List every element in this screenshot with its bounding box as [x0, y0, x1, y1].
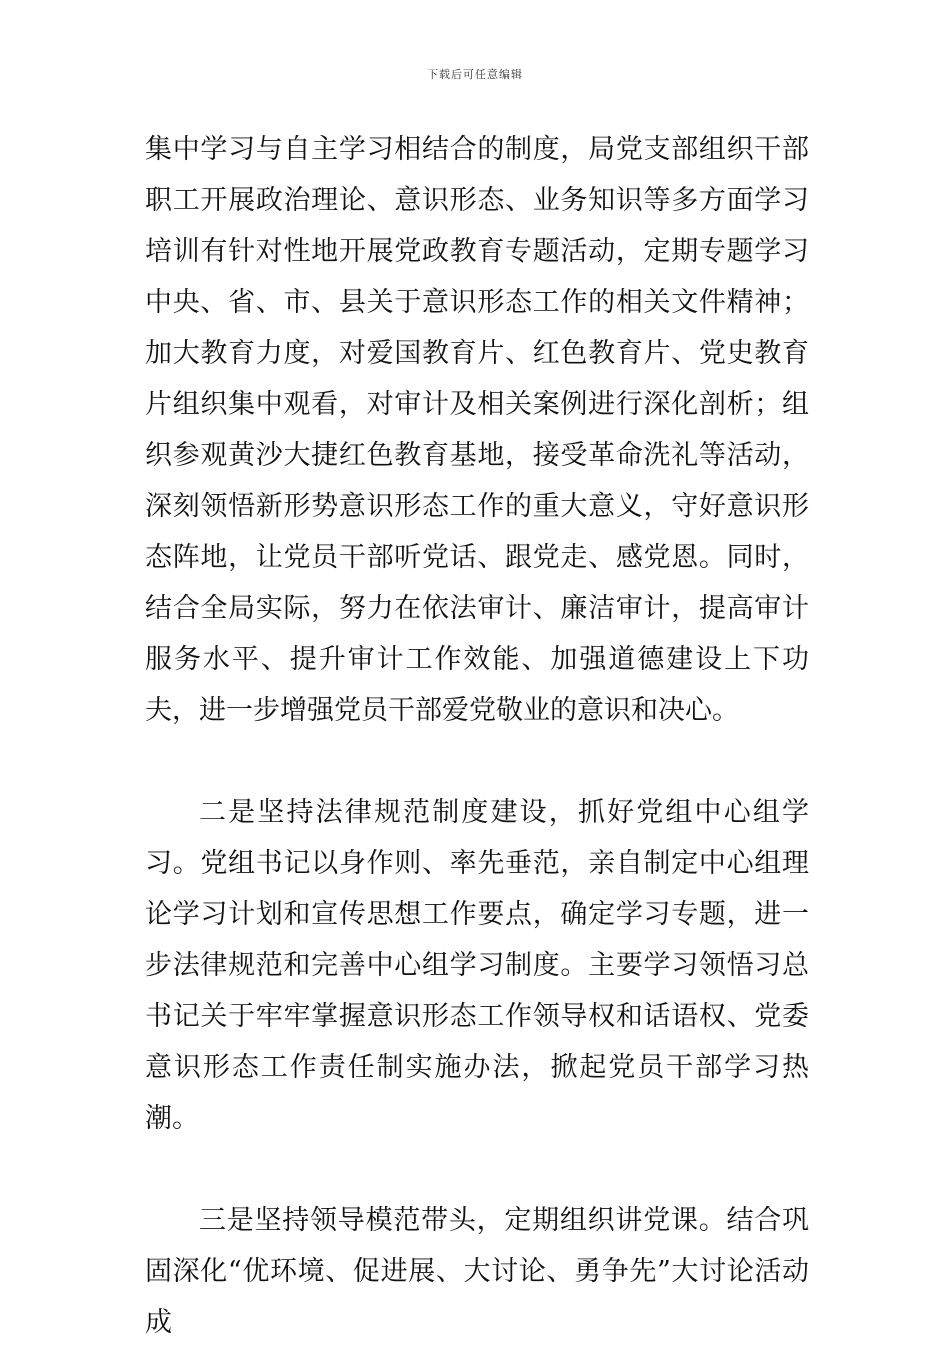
- paragraph-spacer: [145, 736, 809, 787]
- paragraph-spacer: [145, 1144, 809, 1195]
- document-body: [145, 124, 809, 1348]
- paragraph-continuation: 集中学习与自主学习相结合的制度，局党支部组织干部职工开展政治理论、意识形态、业务知识等多方面学习培训有针对性地开展党政教育专题活动，定期专题学习中央、省、市、县关于意识形态工作的相关文件精神；加大教育力度，对爱国教育片、红色教育片、党史教育片组织集中观看，对审计及相关案例进行深化剖析；组织参观黄沙大捷红色教育基地，接受革命洗礼等活动，深刻领悟新形势意识形态工作的重大意义，守好意识形态阵地，让党员干部听党话、跟党走、感党恩。同时，结合全局实际，努力在依法审计、廉洁审计，提高审计服务水平、提升审计工作效能、加强道德建设上下功夫，进一步增强党员干部爱党敬业的意识和决心。: [145, 134, 809, 726]
- paragraph-point-two: 二是坚持法律规范制度建设，抓好党组中心组学习。党组书记以身作则、率先垂范，亲自制定中心组理论学习计划和宣传思想工作要点，确定学习专题，进一步法律规范和完善中心组学习制度。主要学习领悟习总书记关于牢牢掌握意识形态工作领导权和话语权、党委意识形态工作责任制实施办法，掀起党员干部学习热潮。: [145, 797, 809, 1134]
- paragraph-point-three: 三是坚持领导模范带头，定期组织讲党课。结合巩固深化“优环境、促进展、大讨论、勇争先”大讨论活动成: [145, 1205, 809, 1338]
- page-header-note: 下载后可任意编辑: [427, 68, 523, 81]
